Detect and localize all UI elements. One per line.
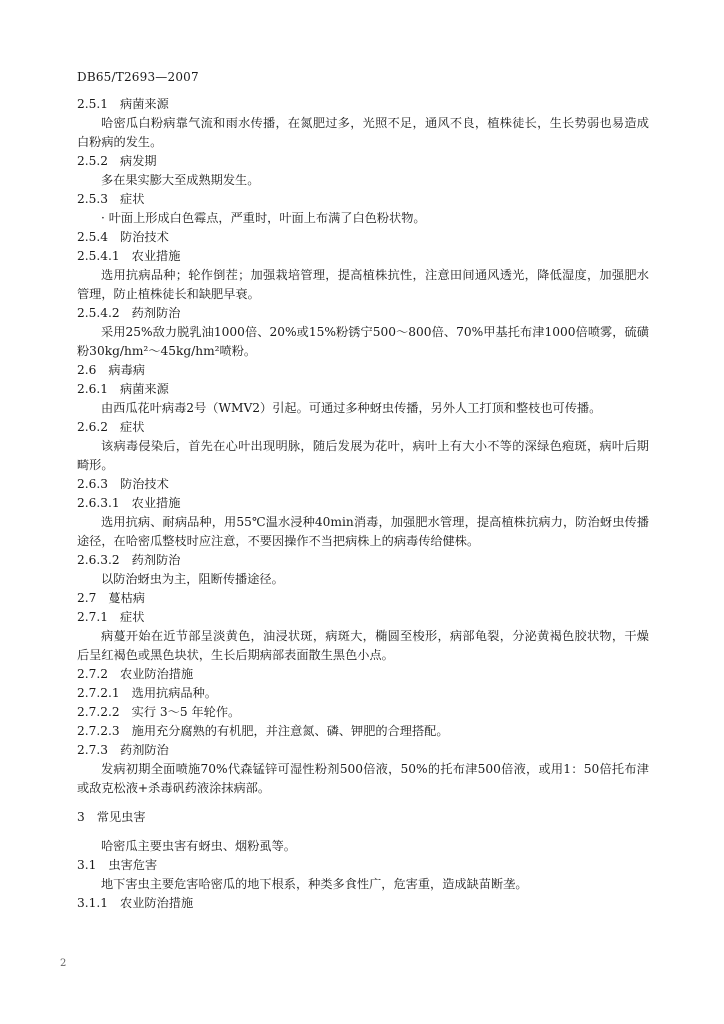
body-paragraph: 采用25%敌力脱乳油1000倍、20%或15%粉锈宁500～800倍、70%甲基托布津1000倍喷雾，硫磺粉30kg/hm²～45kg/hm²喷粉。	[77, 325, 649, 358]
section-title: 实行 3～5 年轮作。	[131, 705, 241, 719]
section-heading	[77, 808, 649, 827]
section-number: 2.5.1	[77, 97, 109, 111]
section-number: 2.7.2	[77, 667, 109, 681]
body-paragraph: 发病初期全面喷施70%代森锰锌可湿性粉剂500倍液，50%的托布津500倍液，或用1：50倍托布津或敌克松液+杀毒矾药液涂抹病部。	[77, 762, 649, 795]
standard-code: DB65/T2693—2007	[77, 70, 199, 84]
section-heading	[77, 152, 649, 171]
section-title: 病毒病	[108, 363, 145, 377]
section-title: 症状	[120, 610, 145, 624]
section-title: 选用抗病品种。	[131, 686, 217, 700]
section-number: 2.5.4	[77, 230, 109, 244]
body-paragraph: 哈密瓜主要虫害有蚜虫、烟粉虱等。	[101, 839, 296, 853]
section-title: 症状	[120, 420, 145, 434]
body-paragraph: 由西瓜花叶病毒2号（WMV2）引起。可通过多种蚜虫传播，另外人工打顶和整枝也可传播。	[101, 401, 602, 415]
section-number: 2.6.2	[77, 420, 109, 434]
section-number: 2.6	[77, 363, 97, 377]
section-heading	[77, 551, 649, 570]
body-paragraph: 选用抗病品种；轮作倒茬；加强栽培管理，提高植株抗性，注意田间通风透光，降低湿度，加强肥水管理，防止植株徒长和缺肥早衰。	[77, 268, 649, 301]
body-paragraph: 选用抗病、耐病品种，用55℃温水浸种40min消毒，加强肥水管理，提高植株抗病力，防治蚜虫传播途径，在哈密瓜整枝时应注意，不要因操作不当把病株上的病毒传给健株。	[77, 515, 649, 548]
body-paragraph: 多在果实膨大至成熟期发生。	[101, 173, 260, 187]
section-number: 2.7.2.3	[77, 724, 120, 738]
section-heading	[77, 684, 649, 703]
section-number: 2.6.3.2	[77, 553, 120, 567]
section-number: 2.5.4.2	[77, 306, 120, 320]
section-heading	[77, 608, 649, 627]
page-number: 2	[60, 958, 67, 969]
section-heading	[77, 361, 649, 380]
section-title: 病菌来源	[120, 97, 169, 111]
section-title: 农业措施	[131, 496, 181, 510]
section-title: 药剂防治	[131, 553, 181, 567]
section-number: 2.5.3	[77, 192, 109, 206]
section-title: 病菌来源	[120, 382, 169, 396]
section-title: 农业防治措施	[120, 667, 194, 681]
section-heading	[77, 703, 649, 722]
document-body	[77, 95, 649, 913]
section-title: 施用充分腐熟的有机肥，并注意氮、磷、钾肥的合理搭配。	[131, 724, 449, 738]
section-number: 2.6.1	[77, 382, 109, 396]
section-heading	[77, 304, 649, 323]
section-title: 虫害危害	[108, 858, 158, 872]
body-paragraph: 地下害虫主要危害哈密瓜的地下根系，种类多食性广，危害重，造成缺苗断垄。	[101, 877, 528, 891]
section-title: 蔓枯病	[108, 591, 145, 605]
section-title: 常见虫害	[96, 810, 146, 824]
section-number: 2.7.3	[77, 743, 109, 757]
body-paragraph: 病蔓开始在近节部呈淡黄色，油浸状斑，病斑大，椭圆至梭形，病部龟裂，分泌黄褐色胶状物，干燥后呈红褐色或黑色块状，生长后期病部表面散生黑色小点。	[77, 629, 649, 662]
section-heading	[77, 741, 649, 760]
body-paragraph: 以防治蚜虫为主，阻断传播途径。	[101, 572, 284, 586]
section-title: 农业措施	[131, 249, 181, 263]
section-number: 2.7.1	[77, 610, 109, 624]
section-heading	[77, 228, 649, 247]
section-number: 2.6.3	[77, 477, 109, 491]
section-heading	[77, 190, 649, 209]
body-paragraph: · 叶面上形成白色霉点，严重时，叶面上布满了白色粉状物。	[101, 211, 426, 225]
section-heading	[77, 589, 649, 608]
section-number: 2.7.2.2	[77, 705, 120, 719]
section-title: 病发期	[120, 154, 157, 168]
section-gap	[77, 798, 649, 808]
section-heading	[77, 247, 649, 266]
section-heading	[77, 665, 649, 684]
section-heading	[77, 722, 649, 741]
section-title: 药剂防治	[131, 306, 181, 320]
section-number: 2.7	[77, 591, 97, 605]
section-number: 2.5.4.1	[77, 249, 120, 263]
section-number: 2.5.2	[77, 154, 109, 168]
section-title: 防治技术	[120, 230, 169, 244]
section-number: 2.7.2.1	[77, 686, 120, 700]
section-title: 防治技术	[120, 477, 169, 491]
section-heading	[77, 856, 649, 875]
section-number: 2.6.3.1	[77, 496, 120, 510]
section-heading	[77, 494, 649, 513]
section-heading	[77, 95, 649, 114]
section-number: 3.1.1	[77, 896, 109, 910]
section-title: 农业防治措施	[120, 896, 194, 910]
section-title: 症状	[120, 192, 145, 206]
body-paragraph: 哈密瓜白粉病靠气流和雨水传播，在氮肥过多，光照不足，通风不良，植株徒长，生长势弱也易造成白粉病的发生。	[77, 116, 649, 149]
section-heading	[77, 418, 649, 437]
section-gap	[77, 827, 649, 837]
section-heading	[77, 894, 649, 913]
section-number: 3	[77, 810, 85, 824]
section-heading	[77, 380, 649, 399]
section-title: 药剂防治	[120, 743, 169, 757]
section-heading	[77, 475, 649, 494]
section-number: 3.1	[77, 858, 97, 872]
body-paragraph: 该病毒侵染后，首先在心叶出现明脉，随后发展为花叶，病叶上有大小不等的深绿色疱斑，病叶后期畸形。	[77, 439, 649, 472]
